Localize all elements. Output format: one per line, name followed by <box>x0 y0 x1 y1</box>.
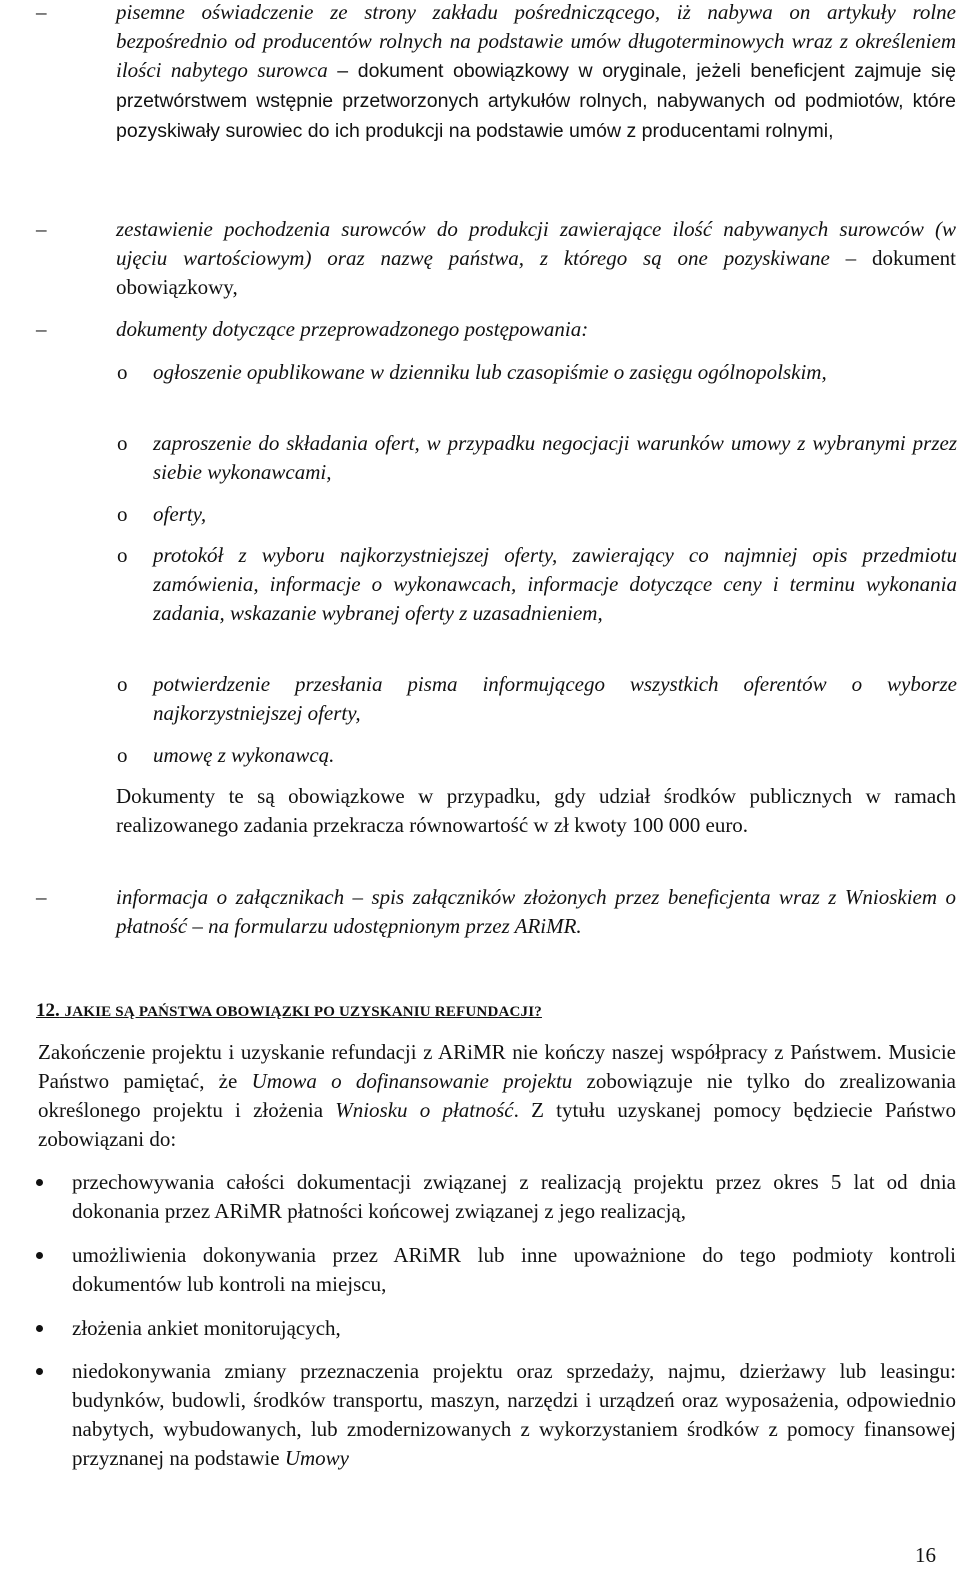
sub-list-item-text: zaproszenie do składania ofert, w przypadku negocjacji warunków umowy z wybranymi przez siebie wykonawcami, <box>153 431 957 484</box>
dash-marker: – <box>36 217 47 241</box>
obligation-text: złożenia ankiet monitorujących, <box>72 1316 341 1340</box>
bullet-icon <box>36 1368 43 1375</box>
circle-marker: o <box>117 543 128 567</box>
obligation-item <box>36 1314 956 1343</box>
dash-marker: – <box>36 885 47 909</box>
section-heading <box>36 997 542 1026</box>
obligatory-note: Dokumenty te są obowiązkowe w przypadku, gdy udział środków publicznych w ramach realizowanego zadania przekracza równowartość w zł kwoty 100 000 euro. <box>116 784 956 837</box>
list-item-text: pisemne oświadczenie ze strony zakładu pośredniczącego, iż nabywa on artykuły rolne bezpośrednio od producentów rolnych na podstawie umów długoterminowych wraz z określeniem ilości nabytego surowca – dokument obowiązkowy w oryginale, jeżeli beneficjent zajmuje się przetwórstwem wstępnie przetworzonych artykułów rolnych, nabywanych od podmiotów, które pozyskiwały surowiec do ich produkcji na podstawie umów z producentami rolnymi, <box>116 0 956 142</box>
bullet-icon <box>36 1325 43 1332</box>
obligation-text: umożliwienia dokonywania przez ARiMR lub inne upoważnione do tego podmioty kontroli dokumentów lub kontroli na miejscu, <box>72 1243 956 1296</box>
circle-marker: o <box>117 431 128 455</box>
intro-paragraph: Zakończenie projektu i uzyskanie refundacji z ARiMR nie kończy naszej współpracy z Państwem. Musicie Państwo pamiętać, że Umowa o dofinansowanie projektu zobowiązuje nie tylko do zrealizowania określonego projektu i złożenia Wniosku o płatność. Z tytułu uzyskanej pomocy będziecie Państwo zobowiązani do: <box>38 1040 957 1151</box>
sub-list-item <box>117 741 957 770</box>
sub-list-item-text: protokół z wyboru najkorzystniejszej oferty, zawierający co najmniej opis przedmiotu zamówienia, informacje o wykonawcach, informacje dotyczące ceny i terminu wykonania zadania, wskazanie wybranej oferty z uzasadnieniem, <box>153 543 957 625</box>
list-item-text: zestawienie pochodzenia surowców do produkcji zawierające ilość nabywanych surowców (w ujęciu wartościowym) oraz nazwę państwa, z którego są one pozyskiwane – dokument obowiązkowy, <box>116 217 956 299</box>
sub-list-item-text: potwierdzenie przesłania pisma informującego wszystkich oferentów o wyborze najkorzystniejszej oferty, <box>153 672 957 725</box>
dash-marker: – <box>36 317 47 341</box>
sub-list-item <box>117 429 957 487</box>
bullet-icon <box>36 1252 43 1259</box>
circle-marker: o <box>117 672 128 696</box>
obligation-text: przechowywania całości dokumentacji związanej z realizacją projektu przez okres 5 lat od dnia dokonania przez ARiMR płatności końcowej związanej z jego realizacją, <box>72 1170 956 1223</box>
sub-list-item <box>117 670 957 728</box>
list-item <box>36 315 956 344</box>
circle-marker: o <box>117 502 128 526</box>
circle-marker: o <box>117 360 128 384</box>
list-item <box>36 883 956 941</box>
sub-list-item-text: umowę z wykonawcą. <box>153 743 335 767</box>
list-item <box>36 215 956 302</box>
sub-list-item <box>117 541 957 628</box>
obligation-text: niedokonywania zmiany przeznaczenia projektu oraz sprzedaży, najmu, dzierżawy lub leasingu: budynków, budowli, środków transportu, maszyn, narzędzi i urządzeń oraz wyposażenia, odpowiednio nabytych, wybudowanych, lub zmodernizowanych z wykorzystaniem środków z pomocy finansowej przyznanej na podstawie Umowy <box>72 1359 956 1470</box>
circle-marker: o <box>117 743 128 767</box>
sub-list-item <box>117 358 957 387</box>
list-item-text: dokumenty dotyczące przeprowadzonego postępowania: <box>116 317 589 341</box>
sub-list-item-text: oferty, <box>153 502 207 526</box>
dash-marker: – <box>36 0 47 24</box>
section-number: 12. <box>36 1000 60 1021</box>
obligation-item <box>36 1241 956 1299</box>
sub-list-item <box>117 500 957 529</box>
section-title: JAKIE SĄ PAŃSTWA OBOWIĄZKI PO UZYSKANIU REFUNDACJI? <box>64 1004 542 1020</box>
bullet-icon <box>36 1179 43 1186</box>
obligation-item <box>36 1357 956 1473</box>
obligation-item <box>36 1168 956 1226</box>
list-item-text: informacja o załącznikach – spis załączników złożonych przez beneficjenta wraz z Wnioskiem o płatność – na formularzu udostępnionym przez ARiMR. <box>116 885 956 938</box>
list-item <box>36 0 956 146</box>
sub-list-item-text: ogłoszenie opublikowane w dzienniku lub czasopiśmie o zasięgu ogólnopolskim, <box>153 360 827 384</box>
page-number: 16 <box>915 1543 936 1567</box>
